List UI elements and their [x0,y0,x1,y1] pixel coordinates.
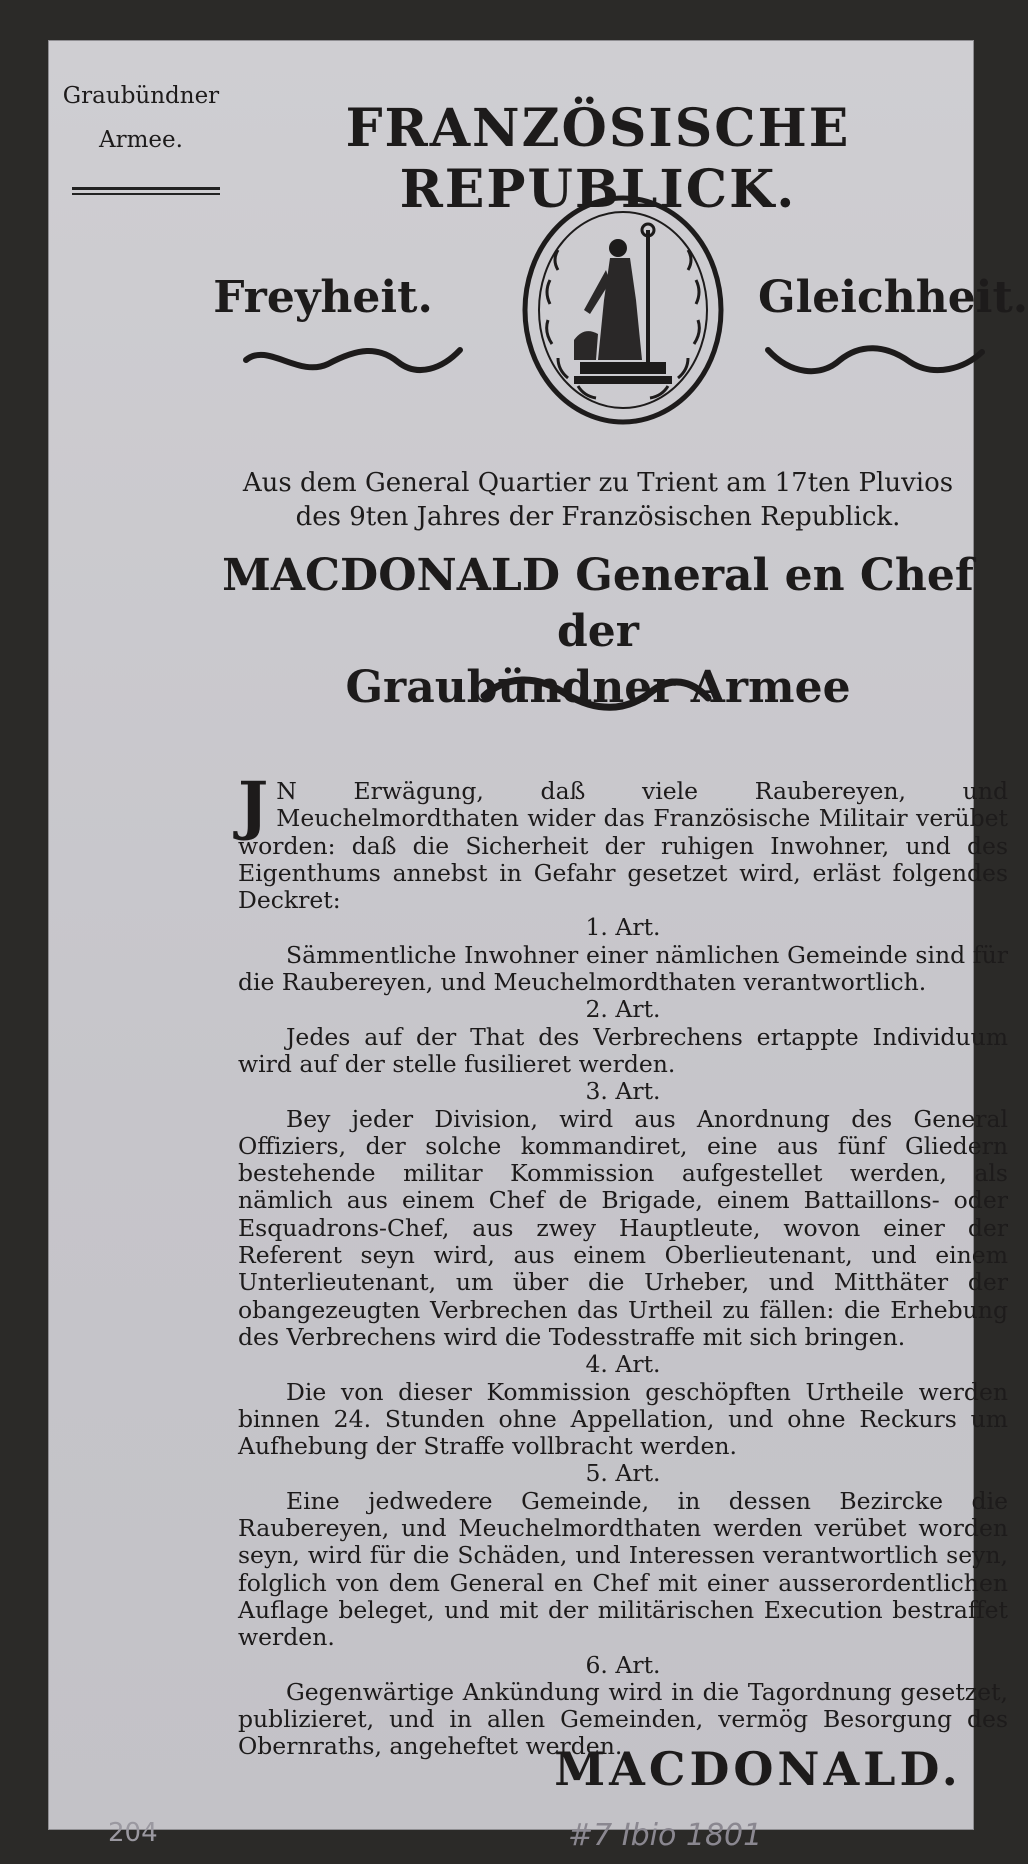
dateline-line1: Aus dem General Quartier zu Trient am 17ten Pluvios [242,468,954,498]
swirl-ornament-right [760,338,990,382]
article-text: Gegenwärtige Ankündung wird in die Tagordnung gesetzet, publizieret, und in allen Gemeinden, vermög Besorgung des Obernraths, angeheftet werden. [238,1677,1008,1761]
article-heading: 6. Art. [585,1650,661,1679]
liberty-seal-icon [518,190,728,430]
article-text: Eine jedwedere Gemeinde, in dessen Bezircke die Raubereyen, und Meuchelmordthaten werden verübet worden seyn, wird für die Schäden, und Interessen verantwortlich seyn, folglich von dem General en Chef mit einer ausserordentlichen Auflage beleget, und mit der militärischen Execution bestraffet werden. [238,1486,1008,1652]
article-heading: 3. Art. [585,1077,661,1106]
article-text: Jedes auf der That des Verbrechens ertappte Individuum wird auf der stelle fusilieret werden. [238,1022,1008,1078]
article-text: Sämmentliche Inwohner einer nämlichen Gemeinde sind für die Raubereyen, und Meuchelmordthaten verantwortlich. [238,940,1008,997]
dateline [198,466,998,534]
drop-cap: J [238,768,269,843]
corner-label [56,74,226,162]
pencil-note-right: #7 Ibio 1801 [568,1818,763,1853]
intro-paragraph [238,768,1008,915]
article-text: Die von dieser Kommission geschöpften Urtheile werden binnen 24. Stunden ohne Appellation, und ohne Reckurs um Aufhebung der Straffe vollbracht werden. [238,1377,1008,1461]
headline-line2: Graubündner Armee [345,662,851,713]
article-heading: 1. Art. [585,913,661,942]
intro-text: N Erwägung, daß viele Raubereyen, und Meuchelmordthaten wider das Französische Militair verübet worden: daß die Sicherheit der ruhigen Inwohner, und des Eigenthums annebst in Gefahr gesetzet wird, erläst folgendes Deckret: [238,777,1008,915]
signature: MACDONALD. [554,1742,962,1796]
swirl-ornament-left [238,338,468,382]
article-heading: 4. Art. [585,1350,661,1379]
document-sheet [48,40,1028,1853]
motto-left: Freyheit. [213,272,433,323]
headline-line1: MACDONALD General en Chef der [222,550,974,657]
republic-title: FRANZÖSISCHE REPUBLICK. [345,98,851,220]
corner-label-line2: Armee. [99,127,183,153]
pencil-note-left: 204 [108,1818,158,1848]
article-text: Bey jeder Division, wird aus Anordnung des General Offiziers, der solche kommandiret, eine aus fünf Gliedern bestehende militar Kommission aufgestellet werden, als nämlich aus einem Chef de Brigade, einem Battaillons- oder Esquadrons-Chef, aus zwey Hauptleute, wovon einer der Referent seyn wird, aus einem Oberlieutenant, und einem Unterlieutenant, um über die Urheber, und Mitthäter der obangezeugten Verbrechen das Urtheil zu fällen: die Erhebung des Verbrechens wird die Todesstraffe mit sich bringen. [238,1104,1008,1351]
decree-body [238,768,1008,1761]
dateline-line2: des 9ten Jahres der Französischen Republick. [295,502,901,532]
swirl-ornament-center [476,668,716,718]
article-heading: 2. Art. [585,995,661,1024]
motto-right: Gleichheit. [758,272,1028,323]
article-heading: 5. Art. [585,1459,661,1488]
corner-label-line1: Graubündner [62,83,220,109]
corner-divider [72,187,220,195]
